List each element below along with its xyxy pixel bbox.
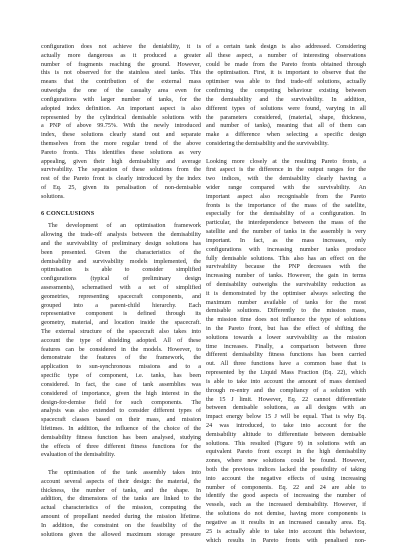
text-line: number of components. Eq. 22 and 24 are able to: [206, 484, 366, 493]
text-line: the solutions do not demise, having more components is: [206, 510, 366, 519]
text-line: different demisability fitness functions has been carried: [206, 351, 366, 360]
text-line: appealing, given their high demisability and average: [41, 158, 201, 167]
text-line: zones, where new solutions could be found. However,: [206, 457, 366, 466]
text-line: themselves from the more regular trend of the above: [41, 140, 201, 149]
text-line: actually more dangerous as it produced a greater: [41, 52, 201, 61]
text-line: increasing number of tanks. However, the gain in terms: [206, 272, 366, 281]
text-line: especially for the demisability of a configuration. In: [206, 210, 366, 219]
text-line: between demisable solutions, as all designs with an: [206, 404, 366, 413]
text-line: rest of the Pareto front is clearly introduced by the index: [41, 175, 201, 184]
text-line: in the Pareto front, but has the effect of shifting the: [206, 325, 366, 334]
text-line: this is not observed for the stainless steel tanks. This: [41, 69, 201, 78]
text-line: features can be considered in the models. However, to: [41, 346, 201, 355]
text-line: considered of importance, given the high interest in the: [41, 390, 201, 399]
text-line: of a certain tank design is also addressed. Considering: [206, 43, 366, 52]
paragraph-gap: [206, 149, 366, 158]
text-line: demisability fitness function has been analysed, studying: [41, 434, 201, 443]
text-line: addition, the dimensions of the tanks are linked to the: [41, 495, 201, 504]
text-line: fronts is the importance of the mass of the satellite,: [206, 202, 366, 211]
text-line: survivability because the PNP decreases with the: [206, 263, 366, 272]
text-line: analysis was also extended to consider different types of: [41, 407, 201, 416]
text-line: solutions given the allowed maximum storage pressure: [41, 531, 201, 540]
text-line: out. All three functions have a common base that is: [206, 360, 366, 369]
text-line: number of fragments reaching the ground. However,: [41, 61, 201, 70]
text-line: the parameters considered, (material, shape, thickness,: [206, 114, 366, 123]
text-line: considered. In fact, the case of tank assemblies was: [41, 381, 201, 390]
text-line: all these aspect, a number of interesting observations: [206, 52, 366, 61]
text-line: it is demonstrated by the optimiser always selecting the: [206, 290, 366, 299]
text-line: Looking more closely at the resulting Pareto fronts, a: [206, 158, 366, 167]
text-line: represented by the Liquid Mass Fraction (Eq. 22), which: [206, 369, 366, 378]
text-line: grouped into a parent-child hierarchy. Each: [41, 302, 201, 311]
text-line: optimiser was able to find trade-off solutions, actually: [206, 78, 366, 87]
text-line: amount of propellant needed during the mission lifetime.: [41, 513, 201, 522]
text-line: make a difference when selecting a specific design: [206, 131, 366, 140]
text-line: the effects of three different fitness functions for the: [41, 443, 201, 452]
text-line: allowing the trade-off analysis between the demisability: [41, 231, 201, 240]
paragraph-gap: [41, 460, 201, 469]
text-line: satellite and the number of tanks in the assembly is very: [206, 228, 366, 237]
text-line: optimisation is able to consider simplified: [41, 266, 201, 275]
text-line: application to sun-synchronous missions and to a: [41, 363, 201, 372]
text-line: configurations (typical of preliminary design: [41, 275, 201, 284]
text-line: is able to take into account the amount of mass demised: [206, 378, 366, 387]
text-line: confirming the competing behaviour existing between: [206, 87, 366, 96]
text-line: equivalent Pareto front except in the high demisability: [206, 448, 366, 457]
text-line: impact energy below 15 J will be equal. That is why Eq.: [206, 413, 366, 422]
text-line: thickness, the number of tanks, and the shape. In: [41, 487, 201, 496]
text-line: could be made from the Pareto fronts obtained through: [206, 61, 366, 70]
text-line: first aspect is the difference in the output ranges for the: [206, 166, 366, 175]
text-line: and the survivability of preliminary design solutions has: [41, 240, 201, 249]
section-heading: 6 CONCLUSIONS: [41, 210, 201, 219]
text-line: demonstrate the features of the framework, the: [41, 354, 201, 363]
text-line: the mission time does not influence the type of solutions: [206, 316, 366, 325]
text-line: two indices, with the demisability clearly having a: [206, 175, 366, 184]
text-line: geometries, representing spacecraft components, and: [41, 293, 201, 302]
text-line: negative as it results in an increased casualty area. Eq.: [206, 519, 366, 528]
left-text-column: [41, 43, 201, 540]
text-line: The development of an optimisation framework: [41, 222, 201, 231]
text-line: solutions towards a lower survivability as the mission: [206, 334, 366, 343]
text-line: considering the demisability and the survivability.: [206, 140, 366, 149]
text-line: design-for-demise field for such components. The: [41, 399, 201, 408]
text-line: The external structure of the spacecraft also takes into: [41, 328, 201, 337]
text-line: configurations with larger number of tanks, for the: [41, 96, 201, 105]
text-line: a PNP of above 99.75%. With the newly introduced: [41, 122, 201, 131]
text-line: through re-entry and the compliancy of a solution with: [206, 387, 366, 396]
text-line: important aspect also recognisable from the Pareto: [206, 193, 366, 202]
text-line: evaluation of the demisability.: [41, 451, 201, 460]
text-line: account several aspects of their design: the material, the: [41, 478, 201, 487]
text-line: assessments), schematised with a set of simplified: [41, 284, 201, 293]
text-line: maximum number available of tanks for the most: [206, 299, 366, 308]
text-line: outweighs the one of the casualty area even for: [41, 87, 201, 96]
text-line: vessels, such as the increased demisability. However, if: [206, 501, 366, 510]
text-line: into account the negative effects of using increasing: [206, 475, 366, 484]
text-line: important. In fact, as the mass increases, only: [206, 237, 366, 246]
text-line: geometry, material, and location inside the spacecraft.: [41, 319, 201, 328]
text-line: which results in Pareto fronts with penalised non-: [206, 537, 366, 545]
text-line: index, these solutions clearly stand out and separate: [41, 131, 201, 140]
text-line: specific type of component, i.e. tanks, has been: [41, 372, 201, 381]
text-line: demisable solutions. Differently to the mission mass,: [206, 307, 366, 316]
text-line: represented by the cylindrical demisable solutions with: [41, 114, 201, 123]
text-line: configuration does not achieve the deniability, it is: [41, 43, 201, 52]
text-line: adopted index definition. An important aspect is also: [41, 105, 201, 114]
text-line: means that the contribution of the external mass: [41, 78, 201, 87]
text-line: identify the good aspects of increasing the number of: [206, 492, 366, 501]
paragraph-gap: [41, 202, 201, 211]
text-line: configurations with increasing number tanks produce: [206, 246, 366, 255]
text-line: lifetimes. In addition, the influence of the choice of the: [41, 425, 201, 434]
text-line: solutions.: [41, 193, 201, 202]
text-line: the demisability and the survivability. In addition,: [206, 96, 366, 105]
text-line: the 15 J limit. However, Eq. 22 cannot differentiate: [206, 396, 366, 405]
text-line: of demisability outweighs the survivability reduction as: [206, 281, 366, 290]
text-line: 24 was introduced, to take into account for the: [206, 422, 366, 431]
text-line: fully demisable solutions. This also has an effect on the: [206, 255, 366, 264]
text-line: different types of solutions were found, varying in all: [206, 105, 366, 114]
text-line: of Eq. 25, given its penalisation of non-demisable: [41, 184, 201, 193]
text-line: survivability. The separation of these solutions from the: [41, 166, 201, 175]
text-line: and number of tanks), meaning that all of them can: [206, 122, 366, 131]
text-line: representative component is defined through its: [41, 310, 201, 319]
text-line: demisability altitude to differentiate between demisable: [206, 431, 366, 440]
text-line: The optimisation of the tank assembly takes into: [41, 469, 201, 478]
text-line: wider range compared with the survivability. An: [206, 184, 366, 193]
text-line: been presented. Given the characteristics of the: [41, 249, 201, 258]
text-line: both the previous indices lacked the possibility of taking: [206, 466, 366, 475]
text-line: actual characteristics of the mission, computing the: [41, 504, 201, 513]
text-line: 25 is actually able to take into account this behaviour,: [206, 528, 366, 537]
text-line: solutions. This resulted (Figure 9) in solutions with an: [206, 440, 366, 449]
text-line: Pareto fronts. This identifies these solutions as very: [41, 149, 201, 158]
text-line: the optimisation. First, it is important to observe that the: [206, 69, 366, 78]
right-text-column: [206, 43, 366, 545]
text-line: spacecraft classes based on their mass, and mission: [41, 416, 201, 425]
text-line: In addition, the constraint on the feasibility of the: [41, 522, 201, 531]
text-line: particular, the interdependence between the mass of the: [206, 219, 366, 228]
text-line: account the type of shielding adopted. All of these: [41, 337, 201, 346]
text-line: time increases. Finally, a comparison between three: [206, 343, 366, 352]
text-line: demisability and survivability models implemented, the: [41, 258, 201, 267]
